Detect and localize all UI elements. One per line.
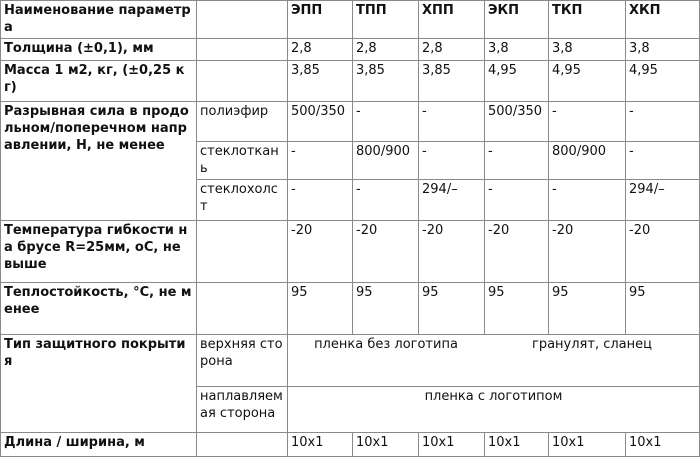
row-length-width [1, 433, 700, 457]
tensile-value: - [626, 102, 700, 142]
thickness-value: 2,8 [353, 39, 419, 61]
length-label: Длина / ширина, м [1, 433, 197, 457]
heat-value: 95 [288, 283, 353, 335]
tensile-value: - [626, 142, 700, 180]
header-param: Наименование параметра [1, 1, 197, 39]
tensile-value: 800/900 [549, 142, 626, 180]
mass-empty [197, 61, 288, 102]
heat-value: 95 [549, 283, 626, 335]
row-tensile-polyester [1, 102, 700, 142]
tensile-value: - [549, 102, 626, 142]
flexibility-label: Температура гибкости на брусе R=25мм, оС, не выше [1, 221, 197, 283]
length-value: 10x1 [419, 433, 485, 457]
coating-bottom-label: наплавляемая сторона [197, 387, 288, 433]
row-thickness [1, 39, 700, 61]
coating-label: Тип защитного покрытия [1, 335, 197, 433]
tensile-value: - [353, 180, 419, 221]
flexibility-value: -20 [549, 221, 626, 283]
thickness-empty [197, 39, 288, 61]
coating-bottom-value: пленка с логотипом [288, 387, 700, 433]
length-value: 10x1 [549, 433, 626, 457]
mass-label: Масса 1 м2, кг, (±0,25 кг) [1, 61, 197, 102]
length-value: 10x1 [626, 433, 700, 457]
tensile-value: - [288, 180, 353, 221]
thickness-value: 2,8 [288, 39, 353, 61]
heat-value: 95 [419, 283, 485, 335]
header-empty [197, 1, 288, 39]
row-coating-top [1, 335, 700, 387]
mass-value: 4,95 [626, 61, 700, 102]
mass-value: 3,85 [419, 61, 485, 102]
heat-value: 95 [626, 283, 700, 335]
tensile-value: - [419, 142, 485, 180]
flexibility-value: -20 [626, 221, 700, 283]
flexibility-empty [197, 221, 288, 283]
tensile-value: - [549, 180, 626, 221]
coating-top-granulate: гранулят, сланец [485, 335, 700, 387]
tensile-value: - [288, 142, 353, 180]
flexibility-value: -20 [288, 221, 353, 283]
header-col-hpp: ХПП [419, 1, 485, 39]
row-flexibility [1, 221, 700, 283]
thickness-value: 3,8 [549, 39, 626, 61]
thickness-value: 3,8 [626, 39, 700, 61]
tensile-value: - [485, 180, 549, 221]
header-col-epp: ЭПП [288, 1, 353, 39]
mass-value: 3,85 [288, 61, 353, 102]
header-col-hkp: ХКП [626, 1, 700, 39]
length-empty [197, 433, 288, 457]
flexibility-value: -20 [485, 221, 549, 283]
tensile-value: - [419, 102, 485, 142]
tensile-value: 500/350 [485, 102, 549, 142]
header-col-tkp: ТКП [549, 1, 626, 39]
mass-value: 4,95 [549, 61, 626, 102]
tensile-value: 800/900 [353, 142, 419, 180]
coating-top-film: пленка без логотипа [288, 335, 485, 387]
length-value: 10x1 [485, 433, 549, 457]
tensile-sub-label: стеклоткань [197, 142, 288, 180]
tensile-label: Разрывная сила в продольном/поперечном направлении, Н, не менее [1, 102, 197, 221]
thickness-value: 2,8 [419, 39, 485, 61]
header-row [1, 1, 700, 39]
coating-top-label: верхняя сторона [197, 335, 288, 387]
flexibility-value: -20 [419, 221, 485, 283]
header-col-tpp: ТПП [353, 1, 419, 39]
heat-empty [197, 283, 288, 335]
thickness-label: Толщина (±0,1), мм [1, 39, 197, 61]
tensile-sub-label: стеклохолст [197, 180, 288, 221]
tensile-value: 294/– [626, 180, 700, 221]
row-mass [1, 61, 700, 102]
heat-value: 95 [353, 283, 419, 335]
row-heat-resistance [1, 283, 700, 335]
tensile-value: - [485, 142, 549, 180]
flexibility-value: -20 [353, 221, 419, 283]
mass-value: 3,85 [353, 61, 419, 102]
thickness-value: 3,8 [485, 39, 549, 61]
tensile-value: - [353, 102, 419, 142]
length-value: 10x1 [353, 433, 419, 457]
heat-label: Теплостойкость, °С, не менее [1, 283, 197, 335]
mass-value: 4,95 [485, 61, 549, 102]
length-value: 10x1 [288, 433, 353, 457]
tensile-value: 500/350 [288, 102, 353, 142]
tensile-value: 294/– [419, 180, 485, 221]
heat-value: 95 [485, 283, 549, 335]
header-col-ekp: ЭКП [485, 1, 549, 39]
tensile-sub-label: полиэфир [197, 102, 288, 142]
